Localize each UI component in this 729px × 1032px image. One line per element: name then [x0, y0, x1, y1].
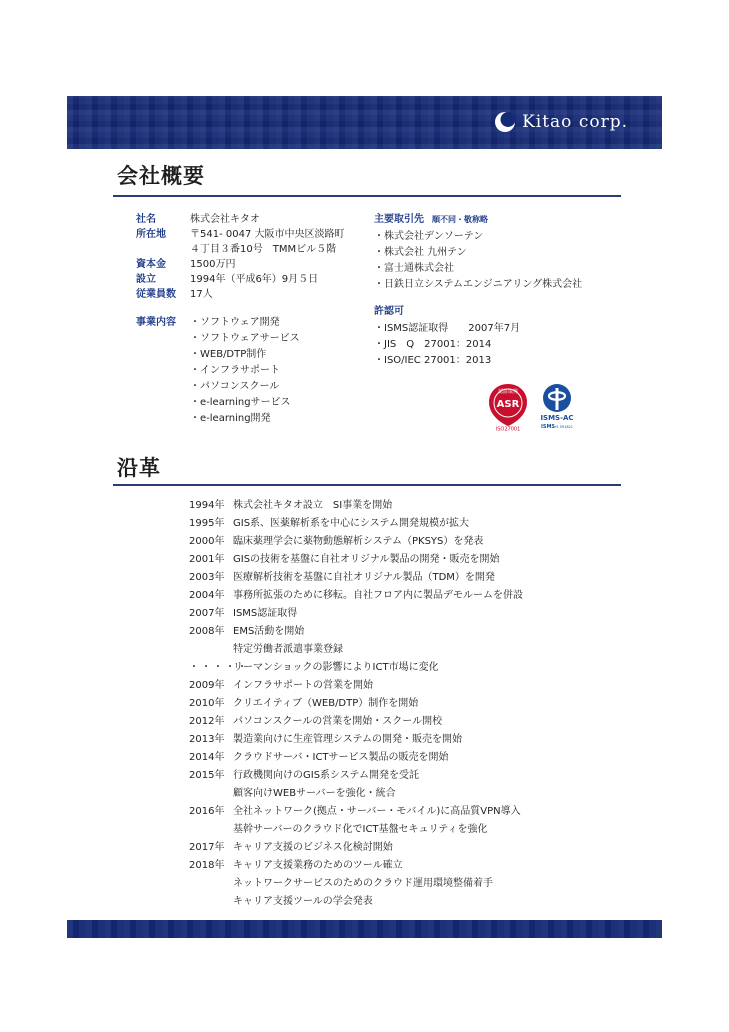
- table-row: [189, 839, 523, 857]
- label: 社名: [136, 214, 156, 225]
- event: キャリア支援ツールの学会発表: [233, 896, 373, 907]
- business-list: [190, 315, 300, 427]
- event: キャリア支援のビジネス化検討開始: [233, 842, 393, 853]
- year: 2015年: [189, 770, 225, 781]
- table-row: [189, 569, 523, 587]
- event: リーマンショックの影響によりICT市場に変化: [233, 662, 439, 673]
- table-row: [189, 623, 523, 641]
- year: 2001年: [189, 554, 225, 565]
- event: ISMS認証取得: [233, 608, 298, 619]
- table-row: [189, 731, 523, 749]
- history-title: 沿革: [117, 456, 161, 480]
- year: 2004年: [189, 590, 225, 601]
- year: 2012年: [189, 716, 225, 727]
- clients-note: 順不同・敬称略: [432, 215, 488, 224]
- table-row: [189, 749, 523, 767]
- brand-name: Kitao corp.: [522, 112, 628, 132]
- row-established: [136, 272, 345, 287]
- year: 2014年: [189, 752, 225, 763]
- year: 2003年: [189, 572, 225, 583]
- table-row: [189, 821, 523, 839]
- crescent-logo-icon: [494, 111, 516, 133]
- profile-title: 会社概要: [117, 164, 205, 188]
- table-row: [189, 713, 523, 731]
- value: 17人: [190, 289, 213, 300]
- list-item: ・ISO/IEC 27001：2013: [374, 355, 492, 366]
- label: 資本金: [136, 259, 166, 270]
- table-row: [189, 533, 523, 551]
- event: EMS活動を開始: [233, 626, 305, 637]
- event: 製造業向けに生産管理システムの開発・販売を開始: [233, 734, 462, 745]
- table-row: [189, 857, 523, 875]
- clients-title-text: 主要取引先: [374, 214, 424, 225]
- event: 株式会社キタオ設立 SI事業を開始: [233, 500, 393, 511]
- table-row: [189, 677, 523, 695]
- event: 臨床薬理学会に薬物動態解析システム（PKSYS）を発表: [233, 536, 484, 547]
- event: クリエイティブ（WEB/DTP）制作を開始: [233, 698, 419, 709]
- event: クラウドサーバ・ICTサービス製品の販売を開始: [233, 752, 449, 763]
- label: 従業員数: [136, 289, 176, 300]
- year: [189, 875, 233, 893]
- header-band: [67, 96, 662, 149]
- value: ４丁目３番10号 TMMビル５階: [190, 244, 337, 255]
- event: 全社ネットワーク(拠点・サーバー・モバイル)に高品質VPN導入: [233, 806, 521, 817]
- table-row: [189, 767, 523, 785]
- list-item: ・株式会社 九州テン: [374, 247, 467, 258]
- isms-sub-text: ISMS: [541, 424, 556, 430]
- table-row: [189, 551, 523, 569]
- year: 2018年: [189, 860, 225, 871]
- table-row: [189, 785, 523, 803]
- event: 基幹サーバーのクラウド化でICT基盤セキュリティを強化: [233, 824, 488, 835]
- list-item: ・ソフトウェア開発: [190, 317, 280, 328]
- value: 1994年（平成6年）9月５日: [190, 274, 319, 285]
- event: キャリア支援業務のためのツール確立: [233, 860, 403, 871]
- row-employees: [136, 287, 345, 302]
- business-block: [136, 315, 345, 427]
- isms-ac-text: ISMS-AC: [540, 414, 574, 422]
- table-row: [189, 803, 523, 821]
- value: 1500万円: [190, 259, 236, 270]
- event: GISの技術を基盤に自社オリジナル製品の開発・販売を開始: [233, 554, 500, 565]
- label: 所在地: [136, 229, 166, 240]
- certification-marks: [486, 382, 584, 432]
- event: インフラサポートの営業を開始: [233, 680, 373, 691]
- label: 設立: [136, 274, 156, 285]
- row-company-name: [136, 212, 345, 227]
- year: [189, 821, 233, 839]
- list-item: ・JIS Q 27001：2014: [374, 339, 492, 350]
- year: ・・・・・: [189, 662, 249, 673]
- profile-rule: [113, 195, 621, 197]
- list-item: ・e-learningサービス: [190, 397, 291, 408]
- row-address-line2: [136, 242, 345, 257]
- event: 事務所拡張のために移転。自社フロア内に製品デモルームを併設: [233, 590, 523, 601]
- label: [136, 242, 190, 257]
- event: ネットワークサービスのためのクラウド運用環境整備着手: [233, 878, 493, 889]
- list-item: ・日鉄日立システムエンジニアリング株式会社: [374, 279, 583, 290]
- history-list: [189, 497, 523, 911]
- business-label: 事業内容: [136, 317, 176, 328]
- list-item: ・ISMS認証取得 2007年7月: [374, 323, 521, 334]
- year: 2008年: [189, 626, 225, 637]
- row-capital: [136, 257, 345, 272]
- asr-top-text: 認証取得: [497, 389, 519, 395]
- history-rule: [113, 484, 621, 486]
- list-item: ・e-learning開発: [190, 413, 271, 424]
- table-row: [189, 695, 523, 713]
- table-row: [189, 587, 523, 605]
- year: 2017年: [189, 842, 225, 853]
- year: [189, 893, 233, 911]
- year: 2000年: [189, 536, 225, 547]
- year: 2016年: [189, 806, 225, 817]
- asr-main-text: ASR: [496, 399, 520, 410]
- permits-list: [374, 321, 584, 369]
- year: 1994年: [189, 500, 225, 511]
- table-row: [189, 497, 523, 515]
- list-item: ・WEB/DTP制作: [190, 349, 267, 360]
- isms-ac-icon: [538, 382, 576, 432]
- table-row: [189, 605, 523, 623]
- year: 2010年: [189, 698, 225, 709]
- table-row: [189, 893, 523, 911]
- event: パソコンスクールの営業を開始・スクール開校: [233, 716, 443, 727]
- asr-certification-icon: [486, 382, 530, 432]
- clients-list: [374, 229, 584, 293]
- table-row: [189, 515, 523, 533]
- list-item: ・インフラサポート: [190, 365, 280, 376]
- table-row: [189, 641, 523, 659]
- event: 医療解析技術を基盤に自社オリジナル製品（TDM）を開発: [233, 572, 495, 583]
- event: GIS系、医薬解析系を中心にシステム開発規模が拡大: [233, 518, 470, 529]
- year: 1995年: [189, 518, 225, 529]
- footer-band: [67, 920, 662, 938]
- table-row: [189, 659, 523, 677]
- value: 株式会社キタオ: [190, 214, 260, 225]
- event: 顧客向けWEBサーバーを強化・統合: [233, 788, 396, 799]
- year: [189, 785, 233, 803]
- year: [189, 641, 233, 659]
- list-item: ・株式会社デンソーテン: [374, 231, 484, 242]
- clients-and-permits: [374, 212, 584, 432]
- year: 2009年: [189, 680, 225, 691]
- row-address: [136, 227, 345, 242]
- event: 特定労働者派遣事業登録: [233, 644, 343, 655]
- year: 2013年: [189, 734, 225, 745]
- profile-details: [136, 212, 345, 427]
- list-item: ・ソフトウェアサービス: [190, 333, 300, 344]
- asr-bottom-text: ISO27001: [495, 426, 521, 432]
- isms-code-text: IS 591821: [555, 425, 573, 429]
- table-row: [189, 875, 523, 893]
- clients-title: [374, 212, 584, 227]
- year: 2007年: [189, 608, 225, 619]
- event: 行政機関向けのGIS系システム開発を受託: [233, 770, 420, 781]
- list-item: ・パソコンスクール: [190, 381, 280, 392]
- logo: [494, 111, 628, 133]
- permits-title: 許認可: [374, 306, 404, 317]
- list-item: ・富士通株式会社: [374, 263, 454, 274]
- value: 〒541- 0047 大阪市中央区淡路町: [190, 229, 345, 240]
